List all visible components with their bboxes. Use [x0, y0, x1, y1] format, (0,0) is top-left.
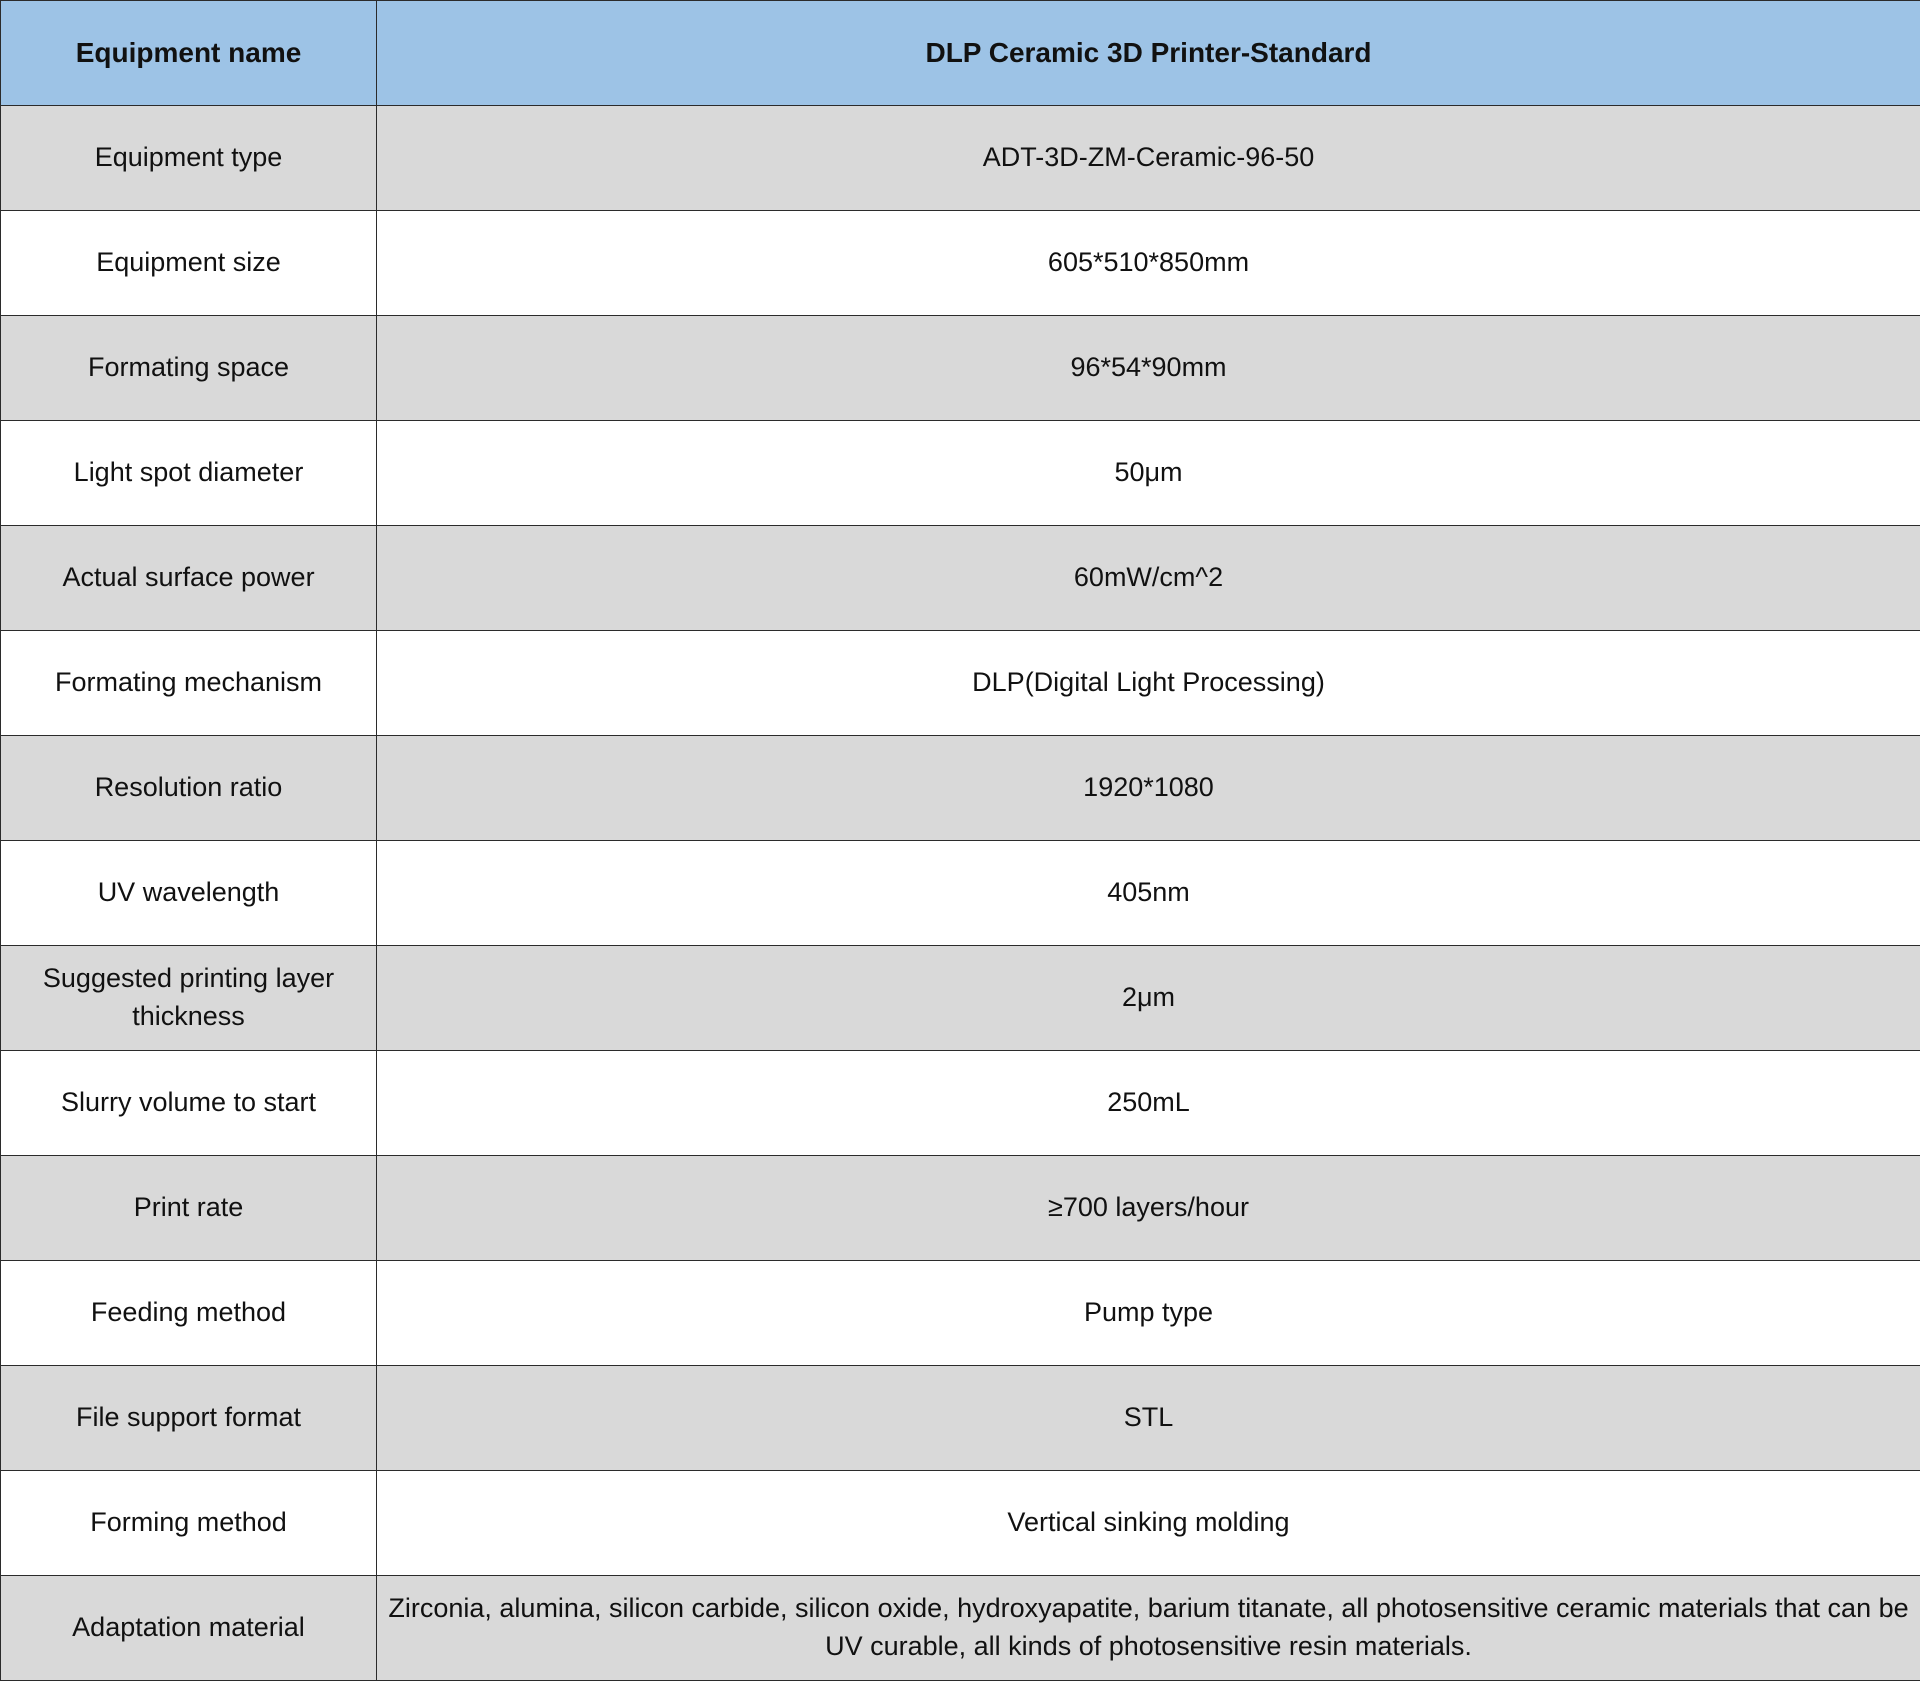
row-label: Equipment type — [1, 106, 377, 211]
row-label: File support format — [1, 1366, 377, 1471]
row-value: 405nm — [377, 841, 1920, 946]
row-label: UV wavelength — [1, 841, 377, 946]
table-row — [1, 316, 1920, 421]
table-row — [1, 211, 1920, 316]
row-value: Pump type — [377, 1261, 1920, 1366]
table-row — [1, 1366, 1920, 1471]
row-value: 250mL — [377, 1051, 1920, 1156]
row-value: ≥700 layers/hour — [377, 1156, 1920, 1261]
row-value: Vertical sinking molding — [377, 1471, 1920, 1576]
table-row — [1, 1471, 1920, 1576]
table-row — [1, 631, 1920, 736]
row-label: Feeding method — [1, 1261, 377, 1366]
row-label: Actual surface power — [1, 526, 377, 631]
row-value: 2μm — [377, 946, 1920, 1051]
row-label: Light spot diameter — [1, 421, 377, 526]
row-label: Forming method — [1, 1471, 377, 1576]
table-row — [1, 421, 1920, 526]
row-value: Zirconia, alumina, silicon carbide, silicon oxide, hydroxyapatite, barium titanate, all photosensitive ceramic materials that can be UV curable, all kinds of photosensitive resin materials. — [377, 1576, 1920, 1681]
table-row — [1, 946, 1920, 1051]
table-row — [1, 526, 1920, 631]
header-label: Equipment name — [1, 1, 377, 106]
row-value: 96*54*90mm — [377, 316, 1920, 421]
table-row — [1, 106, 1920, 211]
row-value: DLP(Digital Light Processing) — [377, 631, 1920, 736]
table-row — [1, 736, 1920, 841]
row-label: Equipment size — [1, 211, 377, 316]
row-label: Adaptation material — [1, 1576, 377, 1681]
header-value: DLP Ceramic 3D Printer-Standard — [377, 1, 1920, 106]
row-value: ADT-3D-ZM-Ceramic-96-50 — [377, 106, 1920, 211]
row-value: 1920*1080 — [377, 736, 1920, 841]
row-value: 60mW/cm^2 — [377, 526, 1920, 631]
table-row — [1, 1051, 1920, 1156]
row-value: STL — [377, 1366, 1920, 1471]
row-label: Slurry volume to start — [1, 1051, 377, 1156]
row-label: Resolution ratio — [1, 736, 377, 841]
row-value: 50μm — [377, 421, 1920, 526]
row-label: Formating mechanism — [1, 631, 377, 736]
table-row — [1, 1156, 1920, 1261]
row-label: Formating space — [1, 316, 377, 421]
row-label: Suggested printing layer thickness — [1, 946, 377, 1051]
table-row — [1, 1576, 1920, 1681]
header-row — [1, 1, 1920, 106]
row-label: Print rate — [1, 1156, 377, 1261]
table-row — [1, 841, 1920, 946]
row-value: 605*510*850mm — [377, 211, 1920, 316]
table-row — [1, 1261, 1920, 1366]
